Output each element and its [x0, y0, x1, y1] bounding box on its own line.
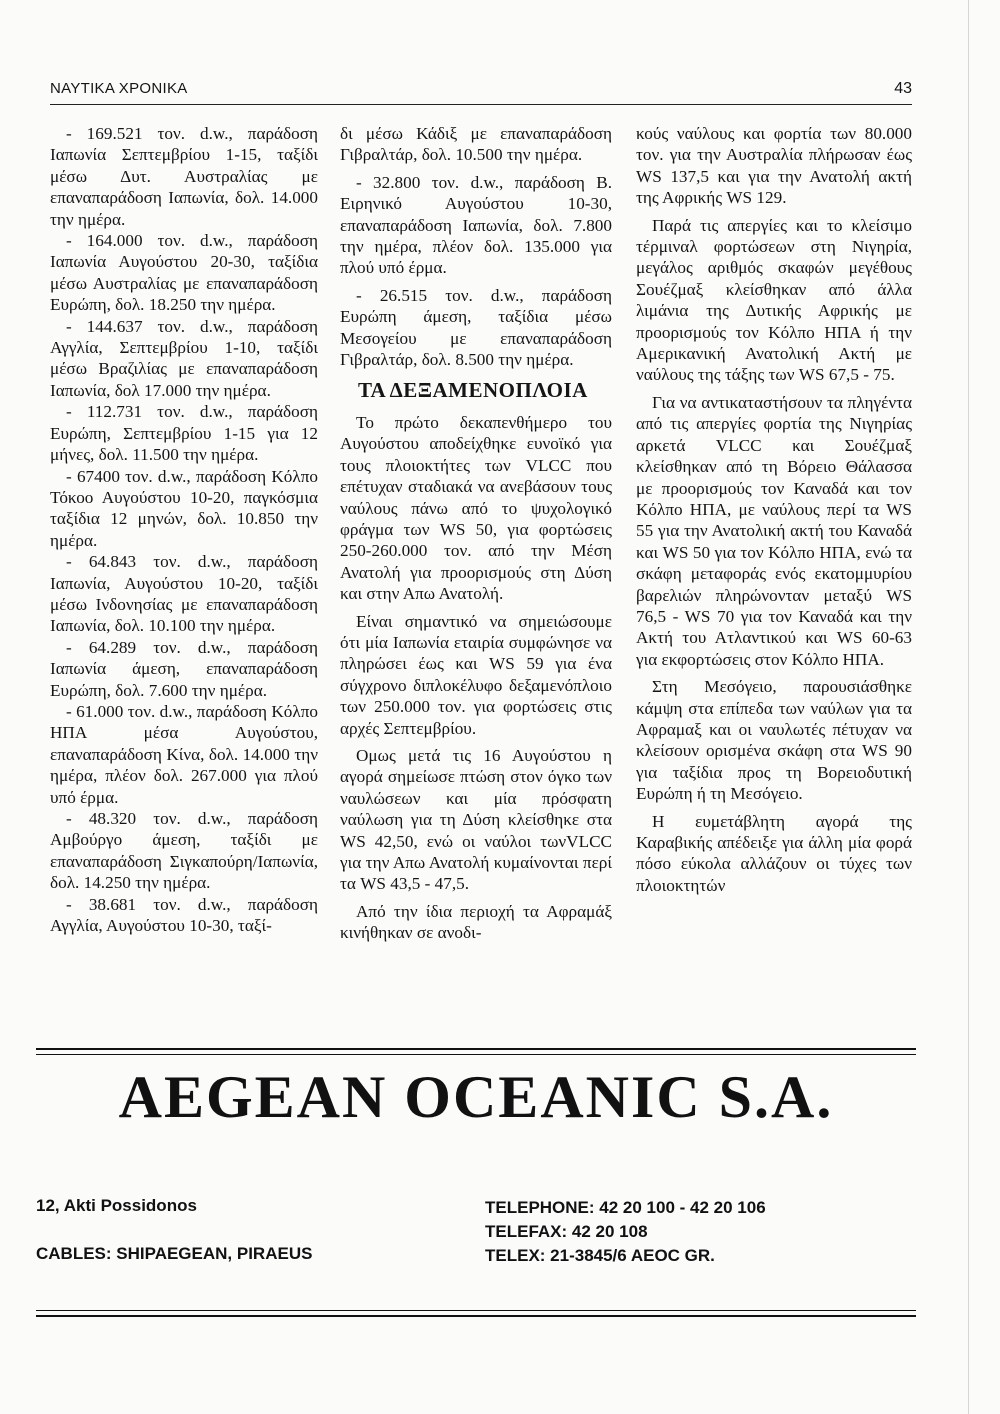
charter-entry: - 38.681 τον. d.w., παράδοση Αγγλία, Αυγούστου 10-30, ταξί- [50, 894, 318, 936]
charter-entry: - 64.289 τον. d.w., παράδοση Ιαπωνία άμεση, επαναπαράδοση Ευρώπη, δολ. 7.600 την ημέρα. [50, 637, 318, 700]
company-address: 12, Akti Possidonos [36, 1196, 197, 1215]
column-1 [50, 123, 318, 936]
column-2 [340, 123, 612, 950]
company-telefax: TELEFAX: 42 20 108 [485, 1222, 648, 1241]
paragraph: Για να αντικαταστήσουν τα πληγέντα από τις απεργίες φορτία της Νιγηρίας αρκετά VLCC και Σουέζμαξ κλείσθηκαν από τη Βόρειο Θάλασσα με προορισμούς τον Καναδά και τον Κόλπο ΗΠΑ, με ναύλους περί τα WS 55 για την Ανατολική ακτή του Καναδά και WS 50 για τον Κόλπο ΗΠΑ, ενώ τα σκάφη μεταφοράς ενός εκατομμυρίου βαρελιών πληρώνονταν μεταξύ WS 76,5 - WS 70 για τον Καναδά και την Ακτή του Ατλαντικού και WS 60-63 για εκφορτώσεις στον Κόλπο ΗΠΑ. [636, 392, 912, 669]
paragraph: Παρά τις απεργίες και το κλείσιμο τέρμιναλ φορτώσεων στη Νιγηρία, μεγάλος αριθμός σκαφών μεγέθους Σουέζμαξ κλείσθηκαν από άλλα λιμάνια της Δυτικής Αφρικής με προορισμούς τον Κόλπο ΗΠΑ ή την Αμερικανική Ανατολική Ακτή με ναύλους της τάξης των WS 67,5 - 75. [636, 215, 912, 385]
company-telex: TELEX: 21-3845/6 AEOC GR. [485, 1246, 715, 1265]
company-telephone: TELEPHONE: 42 20 100 - 42 20 106 [485, 1198, 766, 1217]
paragraph: Η ευμετάβλητη αγορά της Καραβικής απέδειξε για άλλη μία φορά πόσο εύκολα αλλάζουν οι τύχες των πλοιοκτητών [636, 811, 912, 895]
advert-bottom-rule-thin [36, 1310, 916, 1311]
section-heading: ΤΑ ΔΕΞΑΜΕΝΟΠΛΟΙΑ [358, 378, 588, 403]
charter-entry: - 32.800 τον. d.w., παράδοση Β. Ειρηνικό Αυγούστου 10-30, επαναπαράδοση Ιαπωνία, δολ. 7.800 την ημέρα, πλέον δολ. 135.000 για πλού υπό έρμα. [340, 172, 612, 278]
charter-entry: δι μέσω Κάδιξ με επαναπαράδοση Γιβραλτάρ, δολ. 10.500 την ημέρα. [340, 124, 612, 165]
page-edge-line [968, 0, 969, 1414]
charter-entry: - 61.000 τον. d.w., παράδοση Κόλπο ΗΠΑ μέσα Αυγούστου, επαναπαράδοση Κίνα, δολ. 14.000 την ημέρα, πλέον δολ. 267.000 για πλού υπό έρμα. [50, 701, 318, 807]
paragraph: Είναι σημαντικό να σημειώσουμε ότι μία Ιαπωνία εταιρία συμφώνησε να πληρώσει έως και WS 59 για ένα σύγχρονο διπλοκέλυφο δεξαμενόπλοιο των 250.000 τον. για φορτώσεις στις αρχές Σεπτεμβρίου. [340, 611, 612, 738]
advert-top-rule-thin [36, 1054, 916, 1055]
charter-entry: - 48.320 τον. d.w., παράδοση Αμβούργο άμεση, ταξίδι με επαναπαράδοση Σιγκαπούρη/Ιαπωνία, δολ. 14.250 την ημέρα. [50, 809, 318, 893]
company-name: AEGEAN OCEANIC S.A. [118, 1064, 834, 1130]
advert-bottom-rule [36, 1315, 916, 1317]
magazine-name: ΝΑΥΤΙΚΑ ΧΡΟΝΙΚΑ [50, 80, 188, 97]
paragraph: Ομως μετά τις 16 Αυγούστου η αγορά σημείωσε πτώση στον όγκο των ναυλώσεων και μία πρόσφατη ναύλωση για τη Δύση κλείσθηκε στα WS 42,50, ενώ οι ναύλοι τωνVLCC για την Απω Ανατολή κυμαίνονται περί τα WS 43,5 - 47,5. [340, 745, 612, 894]
charter-entry: - 169.521 τον. d.w., παράδοση Ιαπωνία Σεπτεμβρίου 1-15, ταξίδι μέσω Δυτ. Αυστραλίας με επαναπαράδοση Ιαπωνία, δολ. 14.000 την ημέρα. [50, 124, 318, 229]
charter-entry: - 67400 τον. d.w., παράδοση Κόλπο Τόκοο Αυγούστου 10-20, παγκόσμια ταξίδια 12 μηνών, δολ. 10.850 την ημέρα. [50, 466, 318, 550]
paragraph: κούς ναύλους και φορτία των 80.000 τον. για την Αυστραλία πλήρωσαν έως WS 137,5 και για την Ανατολή ακτή της Αφρικής WS 129. [636, 124, 912, 208]
company-cables: CABLES: SHIPAEGEAN, PIRAEUS [36, 1244, 313, 1263]
advert-top-rule [36, 1048, 916, 1050]
header-rule [50, 104, 912, 105]
charter-entry: - 64.843 τον. d.w., παράδοση Ιαπωνία, Αυγούστου 10-20, ταξίδι μέσω Ινδονησίας με επαναπαράδοση Ιαπωνία, δολ. 10.100 την ημέρα. [50, 552, 318, 636]
charter-entry: - 26.515 τον. d.w., παράδοση Ευρώπη άμεση, ταξίδια μέσω Μεσογείου με επαναπαράδοση Γιβραλτάρ, δολ. 8.500 την ημέρα. [340, 285, 612, 370]
paragraph: Το πρώτο δεκαπενθήμερο του Αυγούστου αποδείχθηκε ευνοϊκό για τους πλοιοκτήτες των VLCC που επέτυχαν σταδιακά να ανεβάσουν τους ναύλους πάνω από το ψυχολογικό φράγμα των WS 50, για φορτώσεις 250-260.000 τον. από την Μέση Ανατολή για προορισμούς στη Δύση και στην Απω Ανατολή. [340, 412, 612, 604]
charter-entry: - 164.000 τον. d.w., παράδοση Ιαπωνία Αυγούστου 20-30, ταξίδια μέσω Αυστραλίας με επαναπαράδοση Ευρώπη, δολ. 18.250 την ημέρα. [50, 231, 318, 315]
charter-entry: - 144.637 τον. d.w., παράδοση Αγγλία, Σεπτεμβρίου 1-10, ταξίδι μέσω Βραζιλίας με επαναπαράδοση Ιαπωνία, δολ 17.000 την ημέρα. [50, 316, 318, 400]
charter-entry: - 112.731 τον. d.w., παράδοση Ευρώπη, Σεπτεμβρίου 1-15 για 12 μήνες, δολ. 11.500 την ημέρα. [50, 402, 318, 465]
page-number: 43 [894, 80, 912, 97]
paragraph: Από την ίδια περιοχή τα Αφραμάξ κινήθηκαν σε ανοδι- [340, 901, 612, 943]
paragraph: Στη Μεσόγειο, παρουσιάσθηκε κάμψη στα επίπεδα των ναύλων για τα Αφραμαξ και οι ναυλωτές πέτυχαν να κλείσουν ορισμένα σκάφη στα WS 90 για ταξίδια προς τη Βορειοδυτική Ευρώπη ή τη Μεσόγειο. [636, 677, 912, 804]
column-3 [636, 123, 912, 902]
